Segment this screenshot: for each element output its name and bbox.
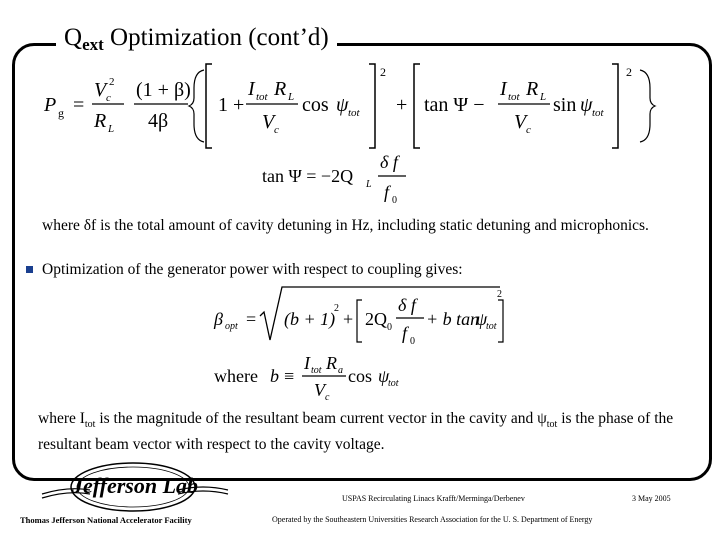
svg-text:ψ: ψ xyxy=(378,366,390,386)
svg-text:4β: 4β xyxy=(148,110,169,132)
svg-text:tan Ψ −: tan Ψ − xyxy=(424,94,485,116)
optimization-bullet: Optimization of the generator power with respect to coupling gives: xyxy=(42,261,463,278)
svg-text:opt: opt xyxy=(225,321,238,332)
svg-text:tot: tot xyxy=(256,91,268,103)
svg-text:(1 + β): (1 + β) xyxy=(136,79,191,101)
svg-text:L: L xyxy=(366,179,372,190)
svg-text:R: R xyxy=(94,110,107,132)
svg-text:L: L xyxy=(108,123,115,135)
svg-text:g: g xyxy=(58,106,64,120)
slide-title: $Q_{ext}$ Optimization (cont’d) xyxy=(56,24,337,55)
detuning-paragraph: where δf is the total amount of cavity detuning in Hz, including static detuning and microphonics. xyxy=(42,217,649,234)
svg-text:2: 2 xyxy=(380,65,386,79)
svg-text:P: P xyxy=(44,94,57,116)
svg-text:ψ: ψ xyxy=(580,94,593,116)
svg-text:V: V xyxy=(514,111,527,133)
svg-text:tot: tot xyxy=(348,107,360,119)
svg-text:0: 0 xyxy=(392,195,397,206)
svg-text:I: I xyxy=(248,78,255,100)
svg-text:tot: tot xyxy=(508,91,520,103)
equation-generator-power xyxy=(43,64,655,148)
svg-text:δ f: δ f xyxy=(380,152,398,172)
svg-text:2: 2 xyxy=(334,303,339,314)
lab-name-footer: Thomas Jefferson National Accelerator Facility xyxy=(20,515,192,525)
svg-text:c: c xyxy=(106,92,111,104)
svg-text:tot: tot xyxy=(486,321,497,332)
svg-text:2: 2 xyxy=(626,65,632,79)
svg-text:ψ: ψ xyxy=(476,309,488,329)
equation-tan-psi xyxy=(262,152,406,206)
svg-text:c: c xyxy=(274,124,279,136)
svg-text:Jefferson Lab: Jefferson Lab xyxy=(71,473,199,498)
svg-text:f: f xyxy=(402,323,408,343)
svg-text:β: β xyxy=(214,309,223,329)
svg-text:tot: tot xyxy=(592,107,604,119)
svg-text:L: L xyxy=(288,91,295,103)
date-footer: 3 May 2005 xyxy=(632,494,671,503)
svg-text:I: I xyxy=(500,78,507,100)
svg-text:0: 0 xyxy=(410,336,415,347)
svg-text:cos: cos xyxy=(348,366,372,386)
svg-text:L: L xyxy=(540,91,547,103)
svg-text:cos: cos xyxy=(302,94,329,116)
svg-text:a: a xyxy=(338,365,343,376)
svg-text:+: + xyxy=(396,94,408,116)
course-footer: USPAS Recirculating Linacs Krafft/Merminga/Derbenev xyxy=(342,494,525,503)
operated-by-footer: Operated by the Southeastern Universities Research Association for the U. S. Department of Energy xyxy=(272,515,593,524)
jefferson-lab-logo xyxy=(38,460,233,518)
svg-text:V: V xyxy=(314,380,325,400)
svg-text:ψ: ψ xyxy=(336,94,349,116)
svg-text:f: f xyxy=(384,182,390,202)
svg-text:sin: sin xyxy=(553,94,577,116)
svg-text:V: V xyxy=(262,111,275,133)
svg-text:tan Ψ = −2Q: tan Ψ = −2Q xyxy=(262,166,354,186)
svg-text:tot: tot xyxy=(311,365,322,376)
svg-text:b: b xyxy=(270,366,279,386)
svg-text:=: = xyxy=(73,94,85,116)
equation-beta-opt xyxy=(213,287,503,347)
equation-b-definition xyxy=(214,353,399,403)
svg-text:c: c xyxy=(526,124,531,136)
svg-text:1 +: 1 + xyxy=(218,94,245,116)
svg-text:R: R xyxy=(274,78,287,100)
bullet-marker xyxy=(26,266,33,273)
svg-text:2: 2 xyxy=(497,289,502,300)
svg-text:2: 2 xyxy=(109,76,115,88)
svg-text:(b + 1): (b + 1) xyxy=(284,309,336,329)
svg-text:2Q: 2Q xyxy=(365,309,387,329)
svg-text:≡: ≡ xyxy=(284,366,295,386)
beam-vector-paragraph: where $I_{tot}$ is the magnitude of the resultant beam current vector in the cavity and $\psi_{tot}$ is the phase of the resultant beam vector with respect to the cavity voltage. xyxy=(38,410,674,454)
svg-text:R: R xyxy=(526,78,539,100)
svg-text:δ f: δ f xyxy=(398,295,416,315)
svg-text:R: R xyxy=(326,353,337,373)
svg-text:I: I xyxy=(304,353,310,373)
svg-text:where: where xyxy=(214,366,258,386)
svg-text:tot: tot xyxy=(388,378,399,389)
svg-text:0: 0 xyxy=(387,322,392,333)
svg-text:+: + xyxy=(343,309,354,329)
svg-text:V: V xyxy=(94,79,107,101)
svg-text:=: = xyxy=(246,309,257,329)
svg-text:+ b tan: + b tan xyxy=(426,309,480,329)
svg-text:c: c xyxy=(325,392,330,403)
